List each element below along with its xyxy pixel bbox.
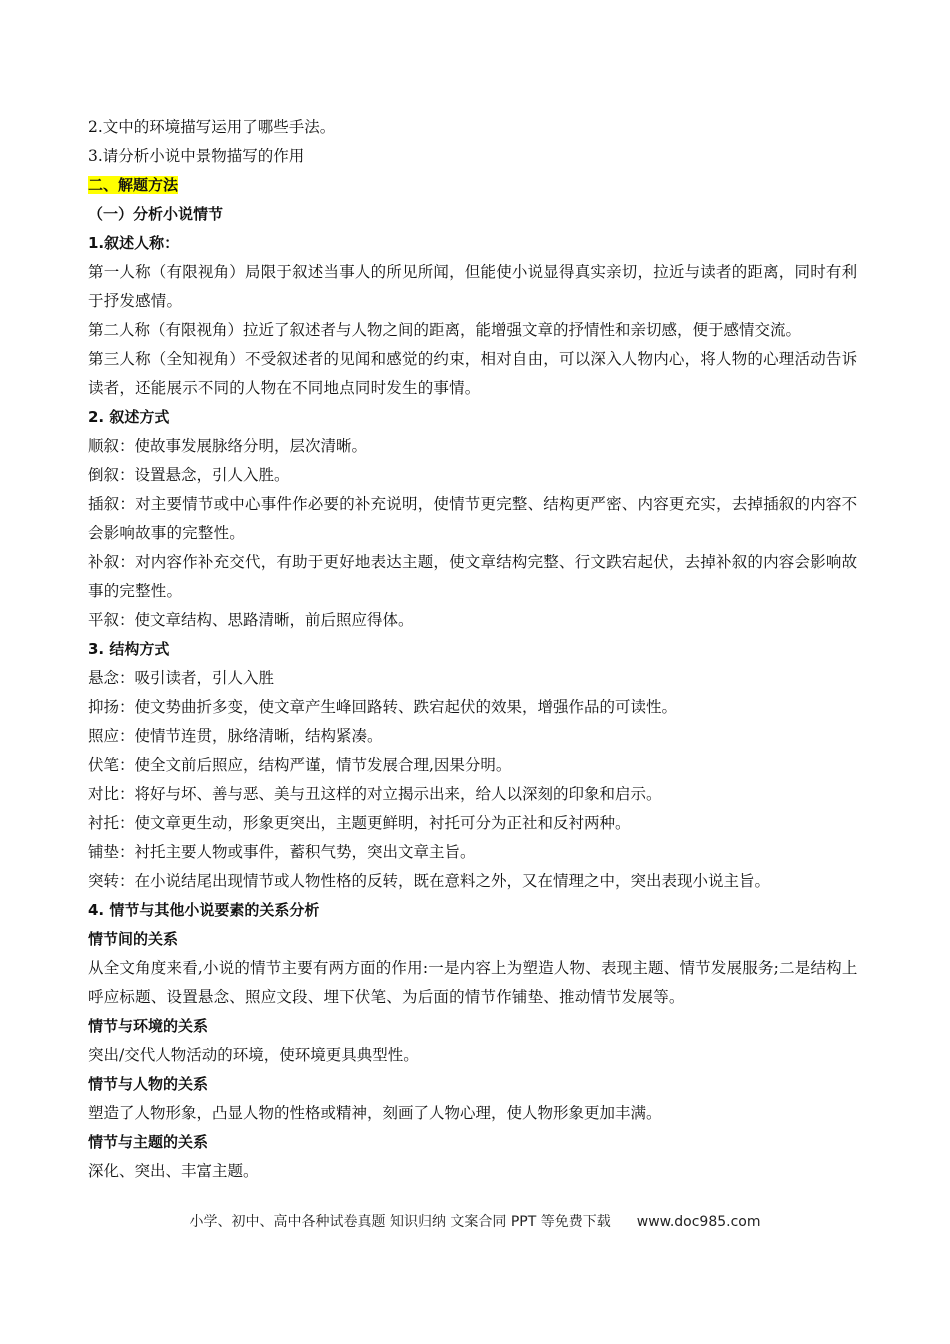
item-tuzhuan: 突转：在小说结尾出现情节或人物性格的反转，既在意料之外，又在情理之中，突出表现小说主旨。	[88, 872, 771, 890]
heading-plot-theme: 情节与主题的关系	[88, 1133, 209, 1151]
item-chentuo: 衬托：使文章更生动，形象更突出，主题更鲜明，衬托可分为正社和反衬两种。	[88, 814, 631, 832]
item-xuannian: 悬念：吸引读者，引人入胜	[88, 669, 275, 687]
item-yiyang: 抑扬：使文势曲折多变，使文章产生峰回路转、跌宕起伏的效果，增强作品的可读性。	[88, 698, 678, 716]
heading-relations: 4. 情节与其他小说要素的关系分析	[88, 901, 320, 919]
question-2: 2.文中的环境描写运用了哪些手法。	[88, 118, 336, 136]
paragraph-plot-theme: 深化、突出、丰富主题。	[88, 1162, 259, 1180]
item-pingxu: 平叙：使文章结构、思路清晰，前后照应得体。	[88, 611, 414, 629]
item-shunxu: 顺叙：使故事发展脉络分明，层次清晰。	[88, 437, 368, 455]
item-pudian: 铺垫：衬托主要人物或事件，蓄积气势，突出文章主旨。	[88, 843, 476, 861]
paragraph-plot-plot: 从全文角度来看,小说的情节主要有两方面的作用:一是内容上为塑造人物、表现主题、情节发展服务;二是结构上呼应标题、设置悬念、照应文段、埋下伏笔、为后面的情节作铺垫、推动情节发展等。	[88, 959, 858, 1006]
paragraph-plot-environment: 突出/交代人物活动的环境，使环境更具典型性。	[88, 1046, 419, 1064]
paragraph-plot-character: 塑造了人物形象，凸显人物的性格或精神，刻画了人物心理，使人物形象更加丰满。	[88, 1104, 662, 1122]
item-daoxu: 倒叙：设置悬念，引人入胜。	[88, 466, 290, 484]
paragraph-first-person: 第一人称（有限视角）局限于叙述当事人的所见所闻，但能使小说显得真实亲切，拉近与读者的距离，同时有利于抒发感情。	[88, 263, 858, 310]
item-duibi: 对比：将好与坏、善与恶、美与丑这样的对立揭示出来，给人以深刻的印象和启示。	[88, 785, 662, 803]
page-footer	[0, 1211, 950, 1231]
paragraph-second-person: 第二人称（有限视角）拉近了叙述者与人物之间的距离，能增强文章的抒情性和亲切感，便于感情交流。	[88, 321, 802, 339]
heading-plot-plot: 情节间的关系	[88, 930, 179, 948]
item-buxu: 补叙：对内容作补充交代，有助于更好地表达主题，使文章结构完整、行文跌宕起伏，去掉补叙的内容会影响故事的完整性。	[88, 553, 858, 600]
heading-plot-environment: 情节与环境的关系	[88, 1017, 209, 1035]
item-zhaoying: 照应：使情节连贯，脉络清晰，结构紧凑。	[88, 727, 383, 745]
heading-plot-character: 情节与人物的关系	[88, 1075, 209, 1093]
section-heading	[88, 171, 870, 200]
item-fubi: 伏笔：使全文前后照应，结构严谨，情节发展合理,因果分明。	[88, 756, 512, 774]
item-chaxu: 插叙：对主要情节或中心事件作必要的补充说明，使情节更完整、结构更严密、内容更充实，去掉插叙的内容不会影响故事的完整性。	[88, 495, 858, 542]
subsection-heading: （一）分析小说情节	[88, 205, 224, 223]
section-heading-text: 二、解题方法	[88, 176, 179, 194]
heading-structure: 3. 结构方式	[88, 640, 170, 658]
footer-text: 小学、初中、高中各种试卷真题 知识归纳 文案合同 PPT 等免费下载	[189, 1214, 611, 1230]
heading-narrative-person: 1.叙述人称：	[88, 234, 180, 252]
paragraph-third-person: 第三人称（全知视角）不受叙述者的见闻和感觉的约束，相对自由，可以深入人物内心，将人物的心理活动告诉读者，还能展示不同的人物在不同地点同时发生的事情。	[88, 350, 858, 397]
question-3: 3.请分析小说中景物描写的作用	[88, 147, 305, 165]
heading-narrative-method: 2. 叙述方式	[88, 408, 170, 426]
footer-url[interactable]: www.doc985.com	[636, 1214, 761, 1230]
document-body	[88, 113, 870, 1186]
